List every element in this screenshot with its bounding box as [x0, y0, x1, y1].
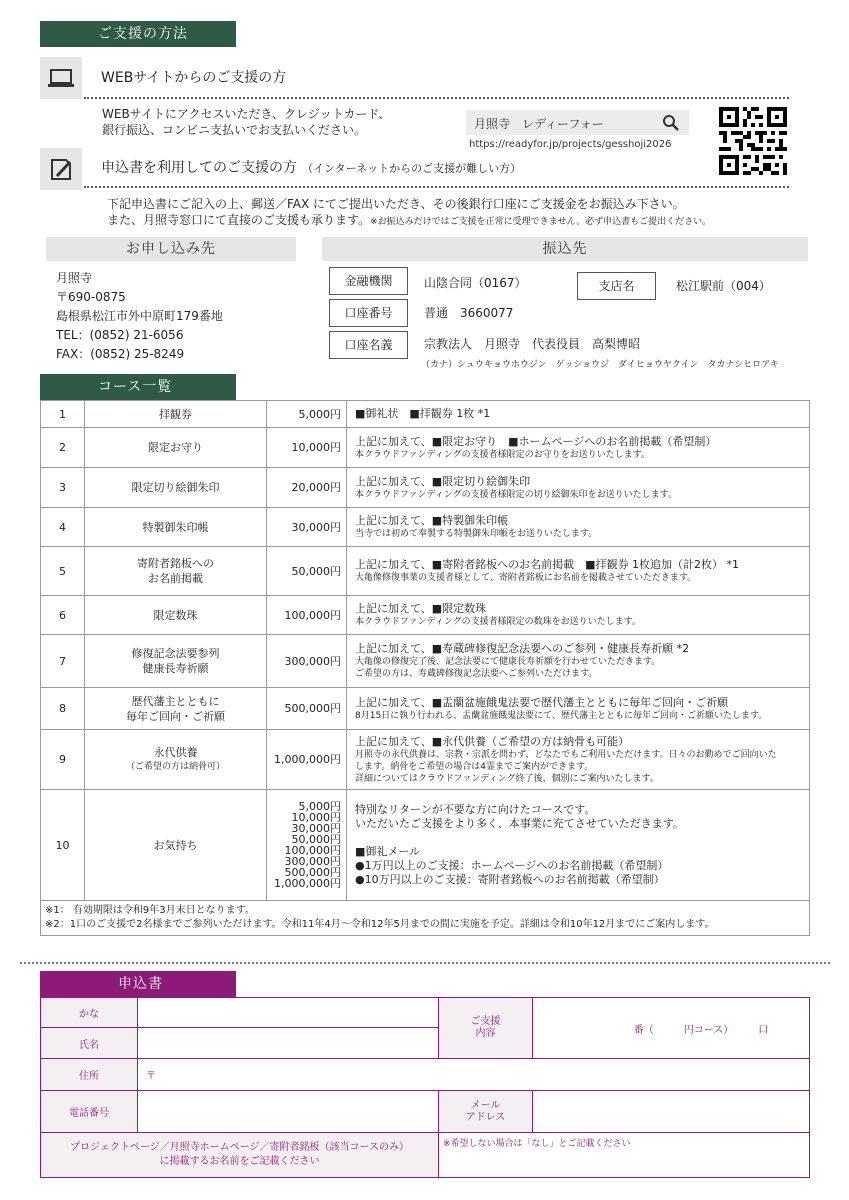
search-box[interactable]	[466, 110, 689, 135]
course-number: 3	[41, 468, 85, 508]
web-title: WEBサイトからのご支援の方	[101, 70, 287, 86]
holder-kana: （カナ）シュウキョウホウジン ゲッショウジ ダイヒョウヤクイン タカナシヒロアキ	[421, 360, 779, 370]
laptop-icon	[40, 57, 82, 99]
course-description: 上記に加えて、■盂蘭盆施餓鬼法要で歴代藩主とともに毎年ご回向・ご祈願 8月15日に執り行われる、盂蘭盆施餓鬼法要にて、歴代藩主とともに毎年ご回向・ご祈願いたします。	[347, 688, 810, 730]
course-price: 10,000円	[267, 428, 347, 468]
course-description: 上記に加えて、■寿蔵碑修復記念法要へのご参列・健康長寿祈願 *2 大亀像の修復完了後、記念法要にて健康長寿祈願を行わせていただきます。 ご希望の方は、寿蔵碑修復記念法要へご参列いただけます。	[347, 635, 810, 688]
form-title-note: （インターネットからのご支援が難しい方）	[302, 162, 522, 175]
courses-header: コース一覧	[40, 374, 236, 400]
course-number: 9	[41, 730, 85, 790]
course-price: 20,000円	[267, 468, 347, 508]
address-input[interactable]: 〒	[138, 1059, 810, 1091]
contact-address: 島根県松江市外中原町179番地	[56, 309, 223, 323]
form-header: 申込書	[40, 971, 236, 997]
listing-input[interactable]	[439, 1133, 810, 1178]
bank-label: 金融機関	[329, 267, 408, 295]
methods-header: ご支援の方法	[40, 21, 236, 47]
course-price: 300,000円	[267, 635, 347, 688]
course-description: 上記に加えて、■特製御朱印帳 当寺では初めて奉製する特製御朱印帳をお送りいたします。	[347, 508, 810, 547]
course-row	[41, 468, 810, 508]
web-description: WEBサイトにアクセスいただき、クレジットカード、 銀行振込、コンビニ支払いでお支払いください。	[102, 107, 391, 137]
course-number: 10	[41, 790, 85, 901]
branch-value: 松江駅前（004）	[676, 279, 771, 293]
project-url[interactable]: https://readyfor.jp/projects/gesshoji2026	[469, 139, 672, 150]
course-number: 1	[41, 401, 85, 428]
course-name: 修復記念法要参列 健康長寿祈願	[85, 635, 267, 688]
course-number: 7	[41, 635, 85, 688]
account-label: 口座番号	[329, 299, 408, 327]
email-input[interactable]	[533, 1091, 810, 1133]
listing-note: ※希望しない場合は「なし」とご記載ください	[443, 1139, 631, 1149]
course-number: 6	[41, 596, 85, 635]
course-description: 上記に加えて、■寄附者銘板へのお名前掲載 ■拝観券 1枚追加（計2枚） *1 大亀像修復事業の支援者様として、寄附者銘板にお名前を掲載させていただきます。	[347, 547, 810, 596]
course-name: 限定お守り	[85, 428, 267, 468]
application-form	[40, 997, 810, 1178]
search-text: 月照寺 レディーフォー	[474, 117, 604, 131]
course-row	[41, 547, 810, 596]
support-input[interactable]: 番（ 円コース） 口	[533, 998, 810, 1059]
contact-name: 月照寺	[56, 271, 93, 285]
course-row	[41, 635, 810, 688]
divider	[84, 186, 789, 188]
course-number: 5	[41, 547, 85, 596]
contact-tel: TEL：(0852) 21-6056	[56, 328, 184, 342]
course-row	[41, 688, 810, 730]
divider	[84, 97, 789, 99]
contact-postal: 〒690-0875	[56, 290, 126, 304]
search-icon	[662, 114, 680, 132]
course-name: 特製御朱印帳	[85, 508, 267, 547]
form-icon-box	[40, 148, 82, 190]
kana-input[interactable]	[138, 998, 439, 1028]
course-name: 永代供養 （ご希望の方は納骨可）	[85, 730, 267, 790]
course-name: 寄附者銘板への お名前掲載	[85, 547, 267, 596]
course-notes: ※1： 有効期限は令和9年3月末日となります。 ※2：1口のご支援で2名様までご参列いただけます。令和11年4月〜令和12年5月までの間に実施を予定。詳細は令和10年12月までにご案内します。	[41, 901, 810, 936]
contact-block	[56, 269, 223, 364]
course-number: 8	[41, 688, 85, 730]
course-notes-row	[41, 901, 810, 936]
course-price: 50,000円	[267, 547, 347, 596]
name-input[interactable]	[138, 1028, 439, 1059]
course-description: 上記に加えて、■限定数珠 本クラウドファンディングの支援者様限定の数珠をお送りいたします。	[347, 596, 810, 635]
name-label: 氏名	[41, 1028, 138, 1059]
email-label: メール アドレス	[439, 1091, 533, 1133]
course-price: 1,000,000円	[267, 730, 347, 790]
course-row	[41, 790, 810, 901]
course-name: 拝観券	[85, 401, 267, 428]
course-description: 特別なリターンが不要な方に向けたコースです。 いただいたご支援をより多く、本事業に充てさせていただきます。 ■御礼メール ●1万円以上のご支援：ホームページへのお名前掲載（希望制） ●10万円以上のご支援：寄附者銘板へのお名前掲載（希望制）	[347, 790, 810, 901]
holder-label: 口座名義	[329, 331, 408, 359]
course-name: 歴代藩主とともに 毎年ご回向・ご祈願	[85, 688, 267, 730]
listing-label: プロジェクトページ／月照寺ホームページ／寄附者銘板（該当コースのみ） に掲載するお名前をご記載ください	[41, 1133, 439, 1178]
qr-code	[719, 107, 787, 175]
cut-line	[20, 962, 830, 964]
course-row	[41, 508, 810, 547]
course-description: ■御礼状 ■拝観券 1枚 *1	[347, 401, 810, 428]
course-row	[41, 730, 810, 790]
course-number: 4	[41, 508, 85, 547]
form-description: 下記申込書にご記入の上、郵送／FAX にてご提出いただき、その後銀行口座にご支援金をお振込み下さい。 また、月照寺窓口にて直接のご支援も承ります。※お振込みだけではご支援を正常に受理できません。必ず申込書もご提出ください。	[107, 197, 712, 227]
course-table	[40, 400, 810, 936]
form-title: 申込書を利用してのご支援の方	[101, 160, 297, 176]
course-description: 上記に加えて、■永代供養（ご希望の方は納骨も可能） 月照寺の永代供養は、宗教・宗派を問わず、どなたでもご利用いただけます。日々のお勤めでご回向いた します。納骨をご希望の場合は4霊までご案内ができます。 詳細についてはクラウドファンディング終了後、個別にご案内いたします。	[347, 730, 810, 790]
bank-value: 山陰合同（0167）	[424, 276, 527, 290]
course-price: 5,000円 10,000円 30,000円 50,000円 100,000円 300,000円 500,000円 1,000,000円	[267, 790, 347, 901]
contact-fax: FAX：(0852) 25-8249	[56, 347, 185, 361]
course-description: 上記に加えて、■限定切り絵御朱印 本クラウドファンディングの支援者様限定の切り絵御朱印をお送りいたします。	[347, 468, 810, 508]
phone-input[interactable]	[138, 1091, 439, 1133]
phone-label: 電話番号	[41, 1091, 138, 1133]
course-price: 100,000円	[267, 596, 347, 635]
course-name: お気持ち	[85, 790, 267, 901]
contact-header: お申し込み先	[46, 237, 296, 261]
holder-value: 宗教法人 月照寺 代表役員 高梨博昭	[424, 337, 641, 351]
course-row	[41, 596, 810, 635]
bank-header: 振込先	[322, 237, 808, 261]
form-title-row	[101, 157, 521, 177]
course-price: 500,000円	[267, 688, 347, 730]
kana-label: かな	[41, 998, 138, 1028]
course-row	[41, 401, 810, 428]
pencil-paper-icon	[40, 148, 82, 190]
course-price: 5,000円	[267, 401, 347, 428]
branch-label: 支店名	[577, 272, 656, 300]
address-label: 住所	[41, 1059, 138, 1091]
account-value: 普通 3660077	[424, 306, 514, 320]
course-name: 限定数珠	[85, 596, 267, 635]
course-number: 2	[41, 428, 85, 468]
course-description: 上記に加えて、■限定お守り ■ホームページへのお名前掲載（希望制） 本クラウドファンディングの支援者様限定のお守りをお送りいたします。	[347, 428, 810, 468]
course-row	[41, 428, 810, 468]
course-price: 30,000円	[267, 508, 347, 547]
support-label: ご支援 内容	[439, 998, 533, 1059]
course-name: 限定切り絵御朱印	[85, 468, 267, 508]
laptop-icon-box	[40, 57, 82, 99]
